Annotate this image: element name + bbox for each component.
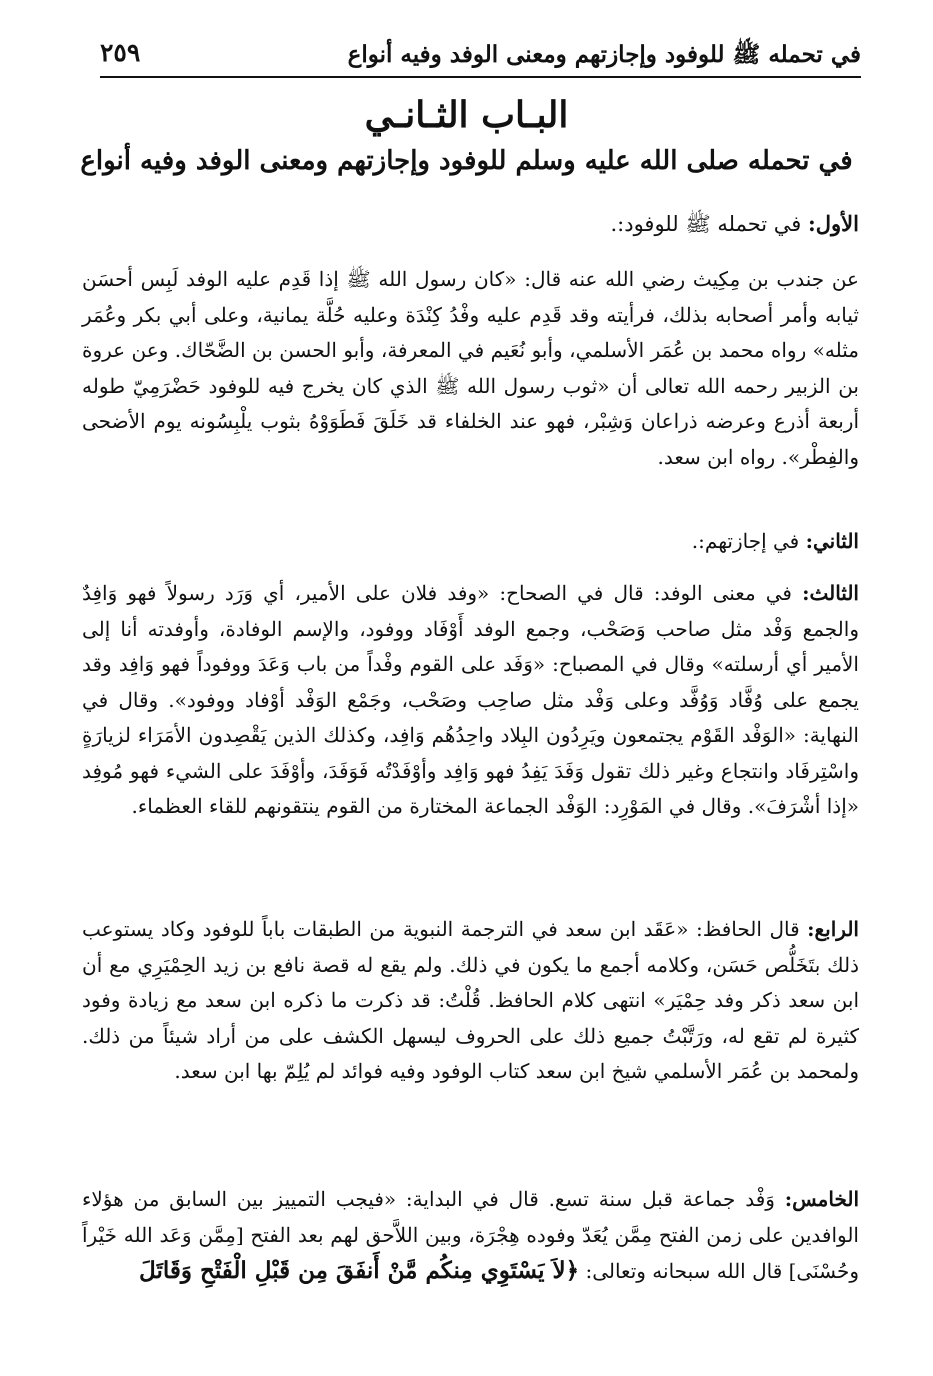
running-header-title: في تحمله ﷺ للوفود وإجازتهم ومعنى الوفد وفيه أنواع: [347, 41, 861, 68]
running-header: [100, 34, 861, 78]
section-third-paragraph: [82, 576, 859, 825]
section-second-lead: الثاني:: [805, 529, 859, 553]
section-first-lead: الأول:: [808, 211, 859, 236]
section-fourth-text: قال الحافظ: «عَقَد ابن سعد في الترجمة النبوية من الطبقات باباً للوفود وكاد يستوعب ذلك بتَخَلُّص حَسَن، وكلامه أجمع ما يكون في ذلك. ولم يقع له قصة نافع بن زيد الحِمْيَرِي مع أن ابن سعد ذكر وفد حِمْيَر» انتهى كلام الحافظ. قُلْتُ: قد ذكرت ما ذكره ابن سعد مع زيادة وفود كثيرة لم تقع له، ورَتَّبْتُ جميع ذلك على الحروف ليسهل الكشف على من أراد شيئاً من ذلك. ولمحمد بن عُمَر الأسلمي شيخ ابن سعد كتاب الوفود وفيه فوائد لم يُلِمّ بها ابن سعد.: [82, 917, 859, 1083]
section-third-text: في معنى الوفد: قال في الصحاح: «وفد فلان على الأمير، أي وَرَد رسولاً فهو وَافِدٌ والجمع وَفْد مثل صاحب وَصَحْب، وجمع الوفد أَوْفَاد ووفود، والإسم الوفادة، وأوفدته أنا إلى الأمير أي أرسلته» وقال في المصباح: «وَفَد على القوم وفْداً من باب وَعَدَ ووفوداً فهو وَافِد وقد يجمع على وُفَّاد وَوُفَّد وعلى وَفْد مثل صاحِب وصَحْب، وجَمْع الوَفْد أوْفاد ووفود». وقال في النهاية: «الوَفْد القَوْم يجتمعون ويَرِدُون البِلاد واحِدُهُم وَافِد، وكذلك الذين يَقْصِدون الأمَرَاء لزيارَةٍ واسْتِرفَاد وانتجاع وغير ذلك تقول وَفَدَ يَفِدُ فهو وَافِد وأوْفَدْتُه فَوَفَدَ، وأوْفَدَ على الشيء فهو مُوفِد «إذا أشْرَفَ». وقال في المَوْرِد: الوَفْد الجماعة المختارة من القوم ينتقونهم للقاء العظماء.: [82, 581, 859, 818]
chapter-title: البـاب الثـانـي: [364, 94, 569, 136]
section-second-text: في إجازتهم:.: [691, 529, 806, 553]
section-fifth-paragraph: [82, 1182, 859, 1290]
section-fourth-paragraph: [82, 912, 859, 1090]
section-fourth-lead: الرابع:: [807, 917, 859, 941]
quran-verse: ﴿لاَ يَسْتَوِي مِنكُم مَّنْ أَنفَقَ مِن قَبْلِ الْفَتْحِ وَقَاتَلَ: [139, 1257, 580, 1284]
section-third-lead: الثالث:: [802, 581, 859, 605]
page-number: ٢٥٩: [100, 38, 141, 67]
section-second-heading: [82, 524, 859, 560]
section-first-text: في تحمله ﷺ للوفود:.: [610, 212, 809, 236]
section-fifth-text: وَفْد جماعة قبل سنة تسع. قال في البداية: «فيجب التمييز بين السابق من هؤلاء الوافدين على زمن الفتح مِمَّن يُعَدّ وفوده هِجْرَة، وبين اللاَّحق لهم بعد الفتح [مِمَّن وَعَد الله خَيْراً وحُسْنَى] قال الله سبحانه وتعالى:: [82, 1187, 859, 1283]
section-first-body: عن جندب بن مِكِيث رضي الله عنه قال: «كان رسول الله ﷺ إذا قَدِم عليه الوفد لَبِس أحسَن ثيابه وأمر أصحابه بذلك، فرأيته وقد قَدِم عليه وفْدُ كِنْدَة وعليه حُلَّة يمانية، وعلى أبي بكر وعُمَر مثله» رواه محمد بن عُمَر الأسلمي، وأبو نُعَيم في المعرفة، وأبو الحسن بن الضَّحّاك. وعن عروة بن الزبير رحمه الله تعالى أن «ثوب رسول الله ﷺ الذي كان يخرج فيه للوفود حَضْرَمِيّ طوله أربعة أذرع وعرضه ذراعان وَشِبْر، فهو عند الخلفاء قد خَلَقَ فَطَوَوْهُ بثوب يلْبِسُونه يوم الأضحى والفِطْر». رواه ابن سعد.: [82, 267, 859, 469]
section-first-heading: [82, 206, 859, 243]
section-fifth-lead: الخامس:: [784, 1187, 859, 1211]
chapter-subtitle: في تحمله صلى الله عليه وسلم للوفود وإجازتهم ومعنى الوفد وفيه أنواع: [80, 146, 853, 176]
header-rule: [100, 76, 861, 78]
